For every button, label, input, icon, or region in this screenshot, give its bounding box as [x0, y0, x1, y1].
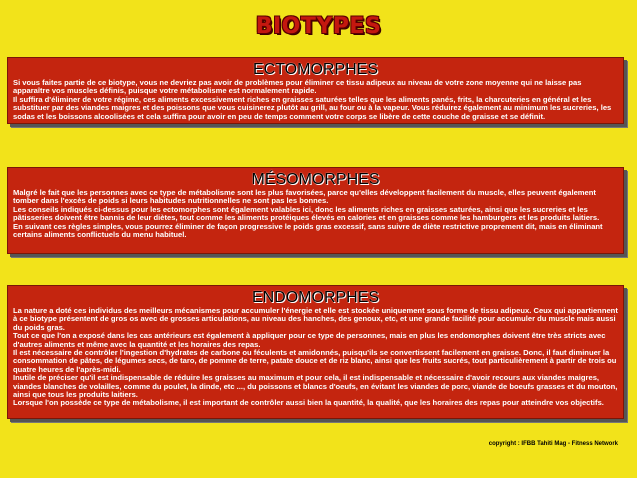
section-paragraph: Inutile de préciser qu'il est indispensable de réduire les graisses au maximum et pour cela, il est indispensable et nécessaire d'avoir recours aux viandes maigres, viandes blanches de volailles, comme du poulet, la dinde, etc ..., du poissons et blancs d'oeufs, en évitant les viandes de porc, viande de boeufs grasses et du mouton, ainsi que tous les produits laitiers. [13, 373, 618, 400]
section-paragraph: En suivant ces règles simples, vous pourrez éliminer de façon progressive le poids gras excessif, sans suivre de diète restrictive proprement dit, mais en éliminant certains aliments conflictuels du menu habituel. [13, 221, 603, 240]
section-paragraph: Si vous faites partie de ce biotype, vous ne devriez pas avoir de problèmes pour éliminer ce tissu adipeux au niveau de votre zone moyenne qui ne laisse pas apparaître vos muscles définis, puisque votre métabolisme est normalement rapide. [13, 78, 582, 96]
section-heading: MÉSOMORPHES [251, 171, 380, 188]
section-heading: ECTOMORPHES [252, 61, 379, 78]
section-mesomorphes [7, 167, 624, 254]
section-paragraph: La nature a doté ces individus des meilleurs mécanismes pour accumuler l'énergie et elle est stockée uniquement sous forme de tissu adipeux. Ceux qui appartiennent à ce biotype présentent de gros os avec de grosses articulations, au niveau des hanches, des genoux, etc, et une grande facilité pour accumuler du muscle mais aussi du poids gras. [13, 306, 618, 332]
section-paragraph: Les conseils indiqués ci-dessus pour les ectomorphes sont également valables ici, donc les aliments riches en graisses saturées, ainsi que les sucreries et les pâtisseries doivent être bannis de leur diètes, tout comme les aliments protéiques élevés en calories et en graisses comme les hamburgers et les produits laitiers. [13, 204, 600, 223]
section-paragraph: Lorsque l'on possède ce type de métabolisme, il est important de contrôler aussi bien la quantité, la qualité, que les horaires des repas pour atteindre vos objectifs. [13, 398, 604, 408]
section-heading: ENDOMORPHES [251, 289, 380, 306]
section-paragraph: Il est nécessaire de contrôler l'ingestion d'hydrates de carbone ou féculents et amidonnés, puisqu'ils se convertissent facilement en graisse. Donc, il faut diminuer la consommation de pâtes, de légumes secs, de taro, de pomme de terre, patate douce et de riz blanc, ainsi que les fruits sucrés, tout particulièrement à partir de trois ou quatre heures de l'après-midi. [13, 348, 617, 374]
section-paragraph: Il suffira d'éliminer de votre régime, ces aliments excessivement riches en graisses saturées telles que les aliments panés, frits, la charcuteries en général et les substituer par des viandes maigres et des poissons que vous cuisinerez plutôt au grill, au four ou à la vapeur. Vous réduirez également au minimum les sucreries, les sodas et les boissons alcoolisées et cela suffira pour avoir en peu de temps comment votre corps se libère de cette couche de graisse et se définit. [13, 94, 612, 121]
section-paragraph: Tout ce que l'on a exposé dans les cas antérieurs est également à appliquer pour ce type de personnes, mais en plus les endomorphes doivent être très stricts avec d'autres aliments et même avec la quantité et les horaires des repas. [13, 331, 606, 349]
copyright-notice: copyright : IFBB Tahiti Mag - Fitness Network [488, 441, 618, 447]
section-endomorphes [7, 285, 624, 419]
page-title: BIOTYPES [255, 14, 382, 39]
section-paragraph: Malgré le fait que les personnes avec ce type de métabolisme sont les plus favorisées, parce qu'elles développent facilement du muscle, elles peuvent également tomber dans l'excès de poids si leurs habitudes nutritionnelles ne sont pas les bonnes. [13, 188, 596, 206]
section-ectomorphes [7, 57, 624, 124]
